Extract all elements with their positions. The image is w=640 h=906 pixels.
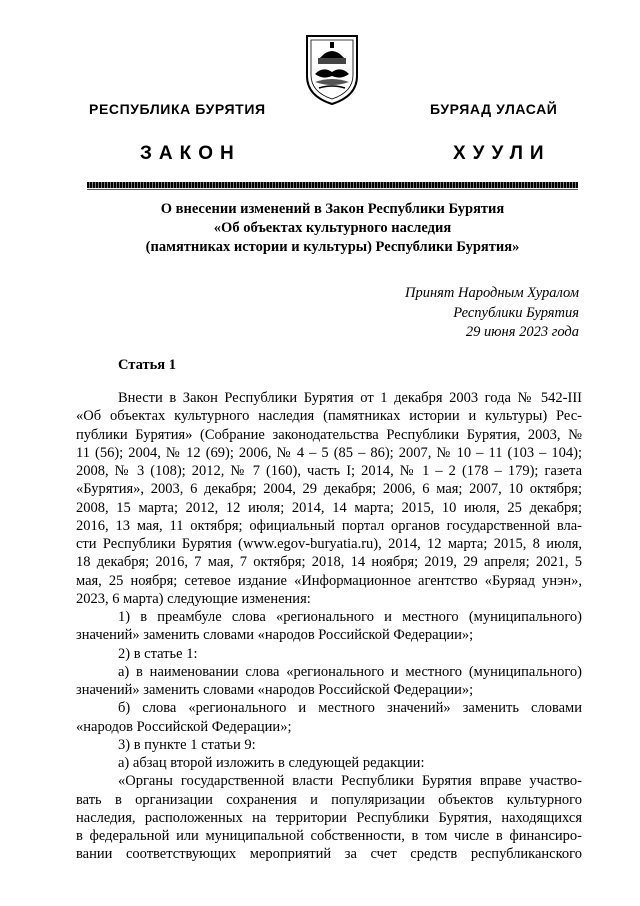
body-line: 3) в пункте 1 статьи 9: (118, 736, 256, 753)
body-line: 18 декабря; 2016, 7 мая, 7 октября; 2018, 14 ноября; 2019, 29 апреля; 2021, 5 (76, 554, 582, 571)
law-title-line: «Об объектах культурного наследия (213, 220, 452, 236)
header-republic-bua: БУРЯАД УЛАСАЙ (430, 101, 558, 117)
body-line: Внести в Закон Республики Бурятия от 1 декабря 2003 года № 542-III (118, 390, 582, 406)
header-republic-ru: РЕСПУБЛИКА БУРЯТИЯ (89, 101, 266, 117)
header-law-ru: ЗАКОН (140, 143, 241, 164)
body-line: «народов Российской Федерации»; (76, 718, 292, 735)
adoption-date: 29 июня 2023 года (465, 324, 579, 340)
body-line: мая, 25 ноября; сетевое издание «Информационное агентство «Буряад унэн», (76, 572, 582, 589)
adoption-note (405, 284, 579, 343)
article-body (76, 389, 582, 864)
law-title (80, 200, 585, 257)
law-title-line: О внесении изменений в Закон Республики Бурятия (160, 201, 505, 217)
body-line: 2023, 6 марта) следующие изменения: (76, 590, 311, 607)
adoption-line: Республики Бурятия (453, 304, 579, 321)
body-line: «Бурятия», 2003, 6 декабря; 2004, 29 декабря; 2006, 6 мая; 2007, 10 октября; (76, 481, 582, 498)
body-line: 11 (56); 2004, № 12 (69); 2006, № 4 – 5 (85 – 86); 2007, № 10 – 11 (103 – 104); (76, 444, 582, 461)
body-line: 2008, 15 марта; 2012, 12 июля; 2014, 14 марта; 2015, 10 июля, 25 декабря; (76, 499, 582, 516)
body-line: «Об объектах культурного наследия (памятниках истории и культуры) Рес- (76, 408, 582, 425)
body-line: значений» заменить словами «народов Российской Федерации»; (76, 682, 474, 698)
coat-of-arms-icon (303, 30, 361, 106)
body-line: сти Республики Бурятия (www.egov-buryatia.ru), 2014, 12 марта; 2015, 8 июля, (76, 536, 582, 552)
header-divider (87, 182, 578, 188)
body-line: 2016, 13 мая, 11 октября; официальный портал органов государственной вла- (76, 517, 582, 534)
body-line: вать в организации сохранения и популяризации объектов культурного (76, 791, 582, 808)
body-line: а) абзац второй изложить в следующей редакции: (118, 755, 425, 771)
article-heading: Статья 1 (118, 357, 176, 373)
body-line: вании соответствующих мероприятий за счет средств республиканского (76, 846, 582, 863)
body-line: значений» заменить словами «народов Российской Федерации»; (76, 627, 474, 644)
body-line: а) в наименовании слова «регионального и местного (муниципального) (118, 663, 582, 680)
body-line: в федеральной или муниципальной собственности, в том числе в финансиро- (76, 828, 582, 844)
body-line: б) слова «регионального и местного значений» заменить словами (118, 700, 582, 717)
law-title-line: (памятниках истории и культуры) Республики Бурятия» (145, 239, 520, 255)
body-line: «Органы государственной власти Республики Бурятия вправе участво- (118, 773, 582, 790)
header-law-bua: ХУУЛИ (453, 143, 551, 164)
body-line: наследия, расположенных на территории Республики Бурятия, находящихся (76, 809, 582, 826)
body-line: 2008, № 3 (108); 2012, № 7 (160), часть I; 2014, № 1 – 2 (178 – 179); газета (76, 463, 582, 479)
adoption-line: Принят Народным Хуралом (404, 285, 579, 301)
header-divider-thin (87, 189, 578, 190)
body-line: 1) в преамбуле слова «регионального и местного (муниципального) (118, 609, 582, 625)
body-line: 2) в статье 1: (118, 645, 198, 662)
body-line: публики Бурятия» (Собрание законодательства Республики Бурятия, 2003, № (76, 426, 582, 443)
